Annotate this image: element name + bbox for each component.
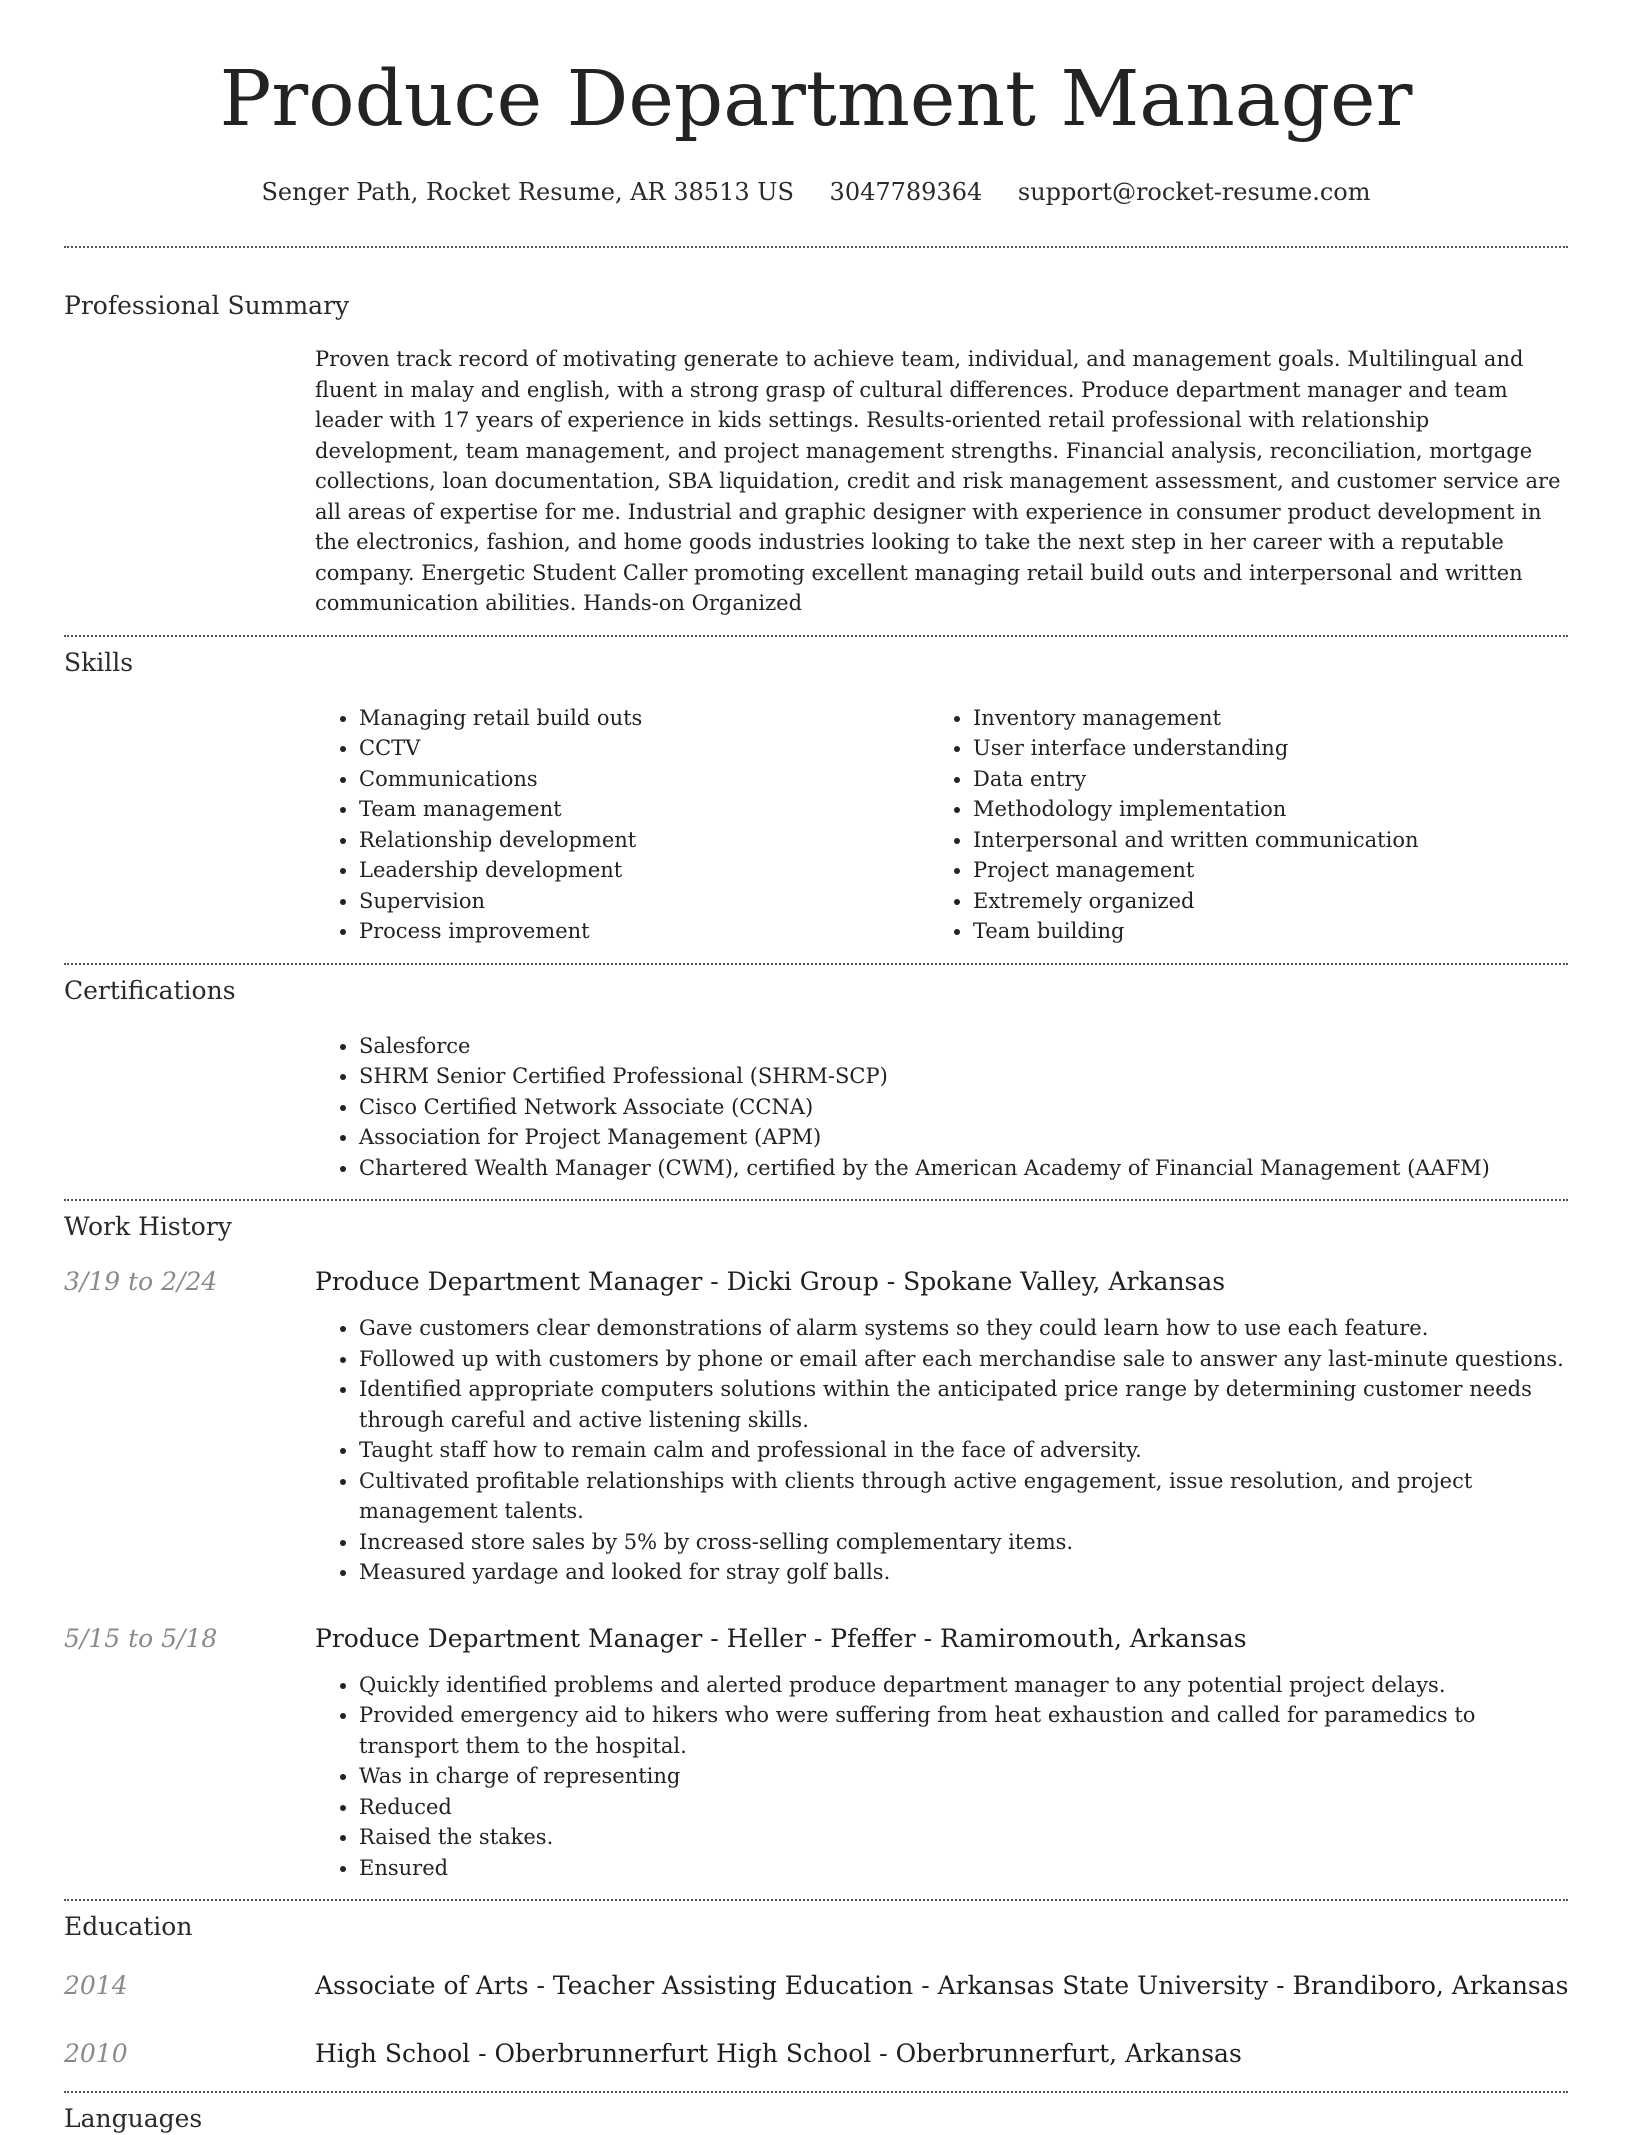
job-bullet: • Identified appropriate computers solutions within the anticipated price range by determining customer needs through careful and active listening skills. xyxy=(359,1374,1568,1435)
education-title-line: High School - Oberbrunnerfurt High School - Oberbrunnerfurt, Arkansas xyxy=(315,2039,1242,2068)
contact-phone: 3047789364 xyxy=(829,178,983,206)
job-bullet: • Taught staff how to remain calm and professional in the face of adversity. xyxy=(359,1435,1568,1466)
certification-item: • SHRM Senior Certified Professional (SHRM-SCP) xyxy=(359,1061,1568,1092)
skills-list-right xyxy=(929,703,1573,947)
job-bullet: • Was in charge of representing xyxy=(359,1761,1568,1792)
certifications-title: Certifications xyxy=(64,975,236,1005)
skills-section xyxy=(64,647,1568,947)
work-history-title: Work History xyxy=(64,1212,232,1241)
certification-item: • Cisco Certified Network Associate (CCNA) xyxy=(359,1092,1568,1123)
contact-line xyxy=(64,176,1568,208)
skill-item: • Team management xyxy=(359,794,929,825)
job-bullet: • Provided emergency aid to hikers who were suffering from heat exhaustion and called for paramedics to transport them to the hospital. xyxy=(359,1700,1568,1761)
skill-item: • CCTV xyxy=(359,733,929,764)
skill-item: • Managing retail build outs xyxy=(359,703,929,734)
divider xyxy=(64,963,1568,965)
skill-item: • Team building xyxy=(973,916,1573,947)
job-bullet: • Quickly identified problems and alerted produce department manager to any potential project delays. xyxy=(359,1670,1568,1701)
skill-item: • User interface understanding xyxy=(973,733,1573,764)
skill-item: • Methodology implementation xyxy=(973,794,1573,825)
education-year: 2010 xyxy=(64,2039,128,2068)
job-dates: 3/19 to 2/24 xyxy=(64,1267,218,1296)
education-entry xyxy=(64,1969,1568,2003)
job-bullet: • Ensured xyxy=(359,1853,1568,1884)
languages-section xyxy=(64,2103,1568,2135)
resume-name: Produce Department Manager xyxy=(219,55,1413,144)
divider xyxy=(64,635,1568,637)
skill-item: • Extremely organized xyxy=(973,886,1573,917)
certifications-section xyxy=(64,975,1568,1184)
certification-item: • Salesforce xyxy=(359,1031,1568,1062)
job-bullet: • Cultivated profitable relationships with clients through active engagement, issue resolution, and project management talents. xyxy=(359,1466,1568,1527)
skill-item: • Inventory management xyxy=(973,703,1573,734)
certifications-list xyxy=(315,1031,1568,1184)
job-bullets xyxy=(315,1313,1568,1588)
job-bullet: • Gave customers clear demonstrations of alarm systems so they could learn how to use each feature. xyxy=(359,1313,1568,1344)
job-bullet: • Increased store sales by 5% by cross-selling complementary items. xyxy=(359,1527,1568,1558)
job-bullet-list xyxy=(315,1313,1568,1588)
summary-section xyxy=(64,290,1568,619)
summary-title: Professional Summary xyxy=(64,291,350,320)
job-bullet: • Measured yardage and looked for stray golf balls. xyxy=(359,1557,1568,1588)
work-history-section xyxy=(64,1211,1568,1883)
education-title: Education xyxy=(64,1912,193,1941)
languages-title: Languages xyxy=(64,2104,203,2133)
job-bullet: • Reduced xyxy=(359,1792,1568,1823)
job-dates: 5/15 to 5/18 xyxy=(64,1623,218,1653)
job-title: Produce Department Manager - Heller - Pfeffer - Ramiromouth, Arkansas xyxy=(315,1623,1247,1653)
divider xyxy=(64,246,1568,248)
job-entry xyxy=(64,1265,1568,1588)
job-title: Produce Department Manager - Dicki Group - Spokane Valley, Arkansas xyxy=(315,1267,1226,1296)
job-bullet: • Raised the stakes. xyxy=(359,1822,1568,1853)
divider xyxy=(64,2091,1568,2093)
job-bullets xyxy=(315,1670,1568,1884)
skill-item: • Supervision xyxy=(359,886,929,917)
skills-list-left xyxy=(315,703,929,947)
job-bullet: • Followed up with customers by phone or email after each merchandise sale to answer any last-minute questions. xyxy=(359,1344,1568,1375)
skill-item: • Project management xyxy=(973,855,1573,886)
certification-item: • Chartered Wealth Manager (CWM), certified by the American Academy of Financial Management (AAFM) xyxy=(359,1153,1568,1184)
education-title-line: Associate of Arts - Teacher Assisting Education - Arkansas State University - Brandiboro, Arkansas xyxy=(315,1971,1569,2000)
certifications-body xyxy=(315,1031,1568,1184)
skills-title: Skills xyxy=(64,647,134,677)
skill-item: • Leadership development xyxy=(359,855,929,886)
job-entry xyxy=(64,1622,1568,1884)
education-year: 2014 xyxy=(64,1971,128,2000)
certification-item: • Association for Project Management (APM) xyxy=(359,1122,1568,1153)
contact-address: Senger Path, Rocket Resume, AR 38513 US xyxy=(261,178,794,206)
summary-text: Proven track record of motivating generate to achieve team, individual, and management goals. Multilingual and fluent in malay and english, with a strong grasp of cultural differences. Produce department manager and team leader with 17 years of experience in kids settings. Results-oriented retail professional with relationship development, team management, and project management strengths. Financial analysis, reconciliation, mortgage collections, loan documentation, SBA liquidation, credit and risk management assessment, and customer service are all areas of expertise for me. Industrial and graphic designer with experience in consumer product development in the electronics, fashion, and home goods industries looking to take the next step in her career with a reputable company. Energetic Student Caller promoting excellent managing retail build outs and interpersonal and written communication abilities. Hands-on Organized xyxy=(315,347,1561,615)
skill-item: • Data entry xyxy=(973,764,1573,795)
education-section xyxy=(64,1911,1568,2071)
resume-page xyxy=(64,0,1568,2135)
contact-email: support@rocket-resume.com xyxy=(1017,178,1371,206)
divider xyxy=(64,1899,1568,1901)
education-entry xyxy=(64,2037,1568,2071)
skill-item: • Relationship development xyxy=(359,825,929,856)
skills-columns xyxy=(315,703,1568,947)
job-bullet-list xyxy=(315,1670,1568,1884)
divider xyxy=(64,1199,1568,1201)
skill-item: • Interpersonal and written communication xyxy=(973,825,1573,856)
skill-item: • Process improvement xyxy=(359,916,929,947)
skill-item: • Communications xyxy=(359,764,929,795)
